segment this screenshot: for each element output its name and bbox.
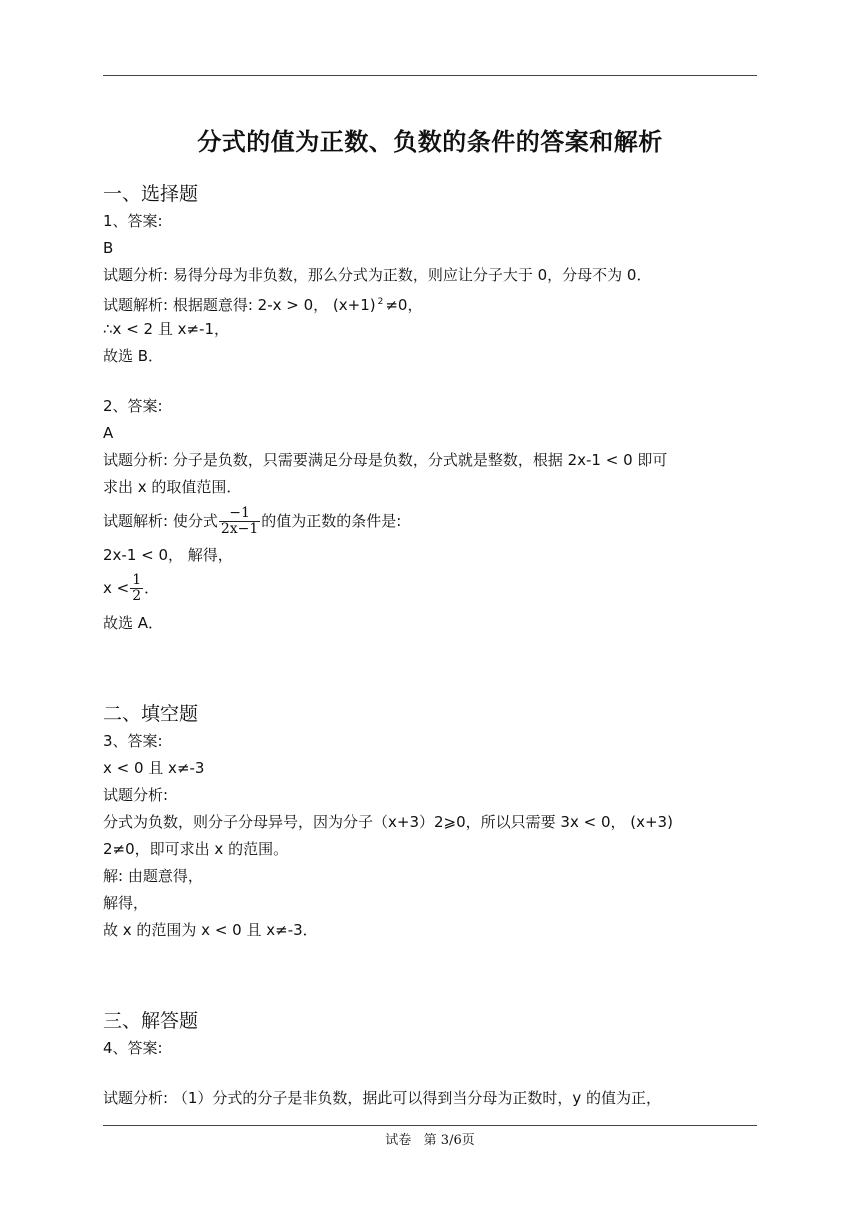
q1-solution-exponent: 2 xyxy=(377,297,384,307)
q2-result-prefix: x < xyxy=(103,579,130,597)
q2-solution-prefix: 试题解析: 使分式 xyxy=(103,512,218,530)
fraction-one-half xyxy=(130,573,143,604)
q2-answer: A xyxy=(103,424,114,442)
q3-analysis-label: 试题分析: xyxy=(103,786,169,804)
section-heading-answer: 三、解答题 xyxy=(103,1010,199,1032)
q1-solution-prefix: 试题解析: 根据题意得: 2-x > 0， (x+1) xyxy=(103,296,376,314)
q1-answer: B xyxy=(103,239,114,257)
q1-solution-suffix: ≠0， xyxy=(385,296,423,314)
q2-analysis-line2: 求出 x 的取值范围． xyxy=(103,478,242,496)
fraction-denominator: 2x−1 xyxy=(220,521,259,537)
q3-step1: 解: 由题意得， xyxy=(103,867,203,885)
q3-analysis-line1: 分式为负数，则分子分母异号，因为分子（x+3）2⩾0，所以只需要 3x < 0， (x+3) xyxy=(103,813,673,831)
q1-analysis: 试题分析: 易得分母为非负数，那么分式为正数，则应让分子大于 0，分母不为 0． xyxy=(103,266,652,284)
q2-solution xyxy=(103,503,401,539)
q2-step: 2x-1 < 0， 解得， xyxy=(103,546,233,564)
q2-conclusion: 故选 A． xyxy=(103,614,164,632)
footer-rule xyxy=(103,1125,757,1126)
q4-analysis: 试题分析: （1）分式的分子是非负数，据此可以得到当分母为正数时，y 的值为正， xyxy=(103,1089,662,1107)
header-rule xyxy=(103,75,757,76)
half-numerator: 1 xyxy=(132,572,142,588)
page-footer: 试卷 第 3/6页 xyxy=(385,1133,475,1148)
q2-solution-suffix: 的值为正数的条件是: xyxy=(261,512,402,530)
q1-therefore: ∴x < 2 且 x≠-1， xyxy=(103,320,230,338)
fraction-numerator: −1 xyxy=(219,506,260,522)
half-denominator: 2 xyxy=(132,588,142,604)
q3-answer: x < 0 且 x≠-3 xyxy=(103,759,205,777)
q1-conclusion: 故选 B． xyxy=(103,347,164,365)
q2-label: 2、答案: xyxy=(103,397,163,415)
q2-result-suffix: ． xyxy=(144,579,160,597)
section-heading-choice: 一、选择题 xyxy=(103,183,199,205)
fraction-neg1-over-2x-1 xyxy=(219,506,260,537)
q4-label: 4、答案: xyxy=(103,1039,163,1057)
q3-conclusion: 故 x 的范围为 x < 0 且 x≠-3． xyxy=(103,921,318,939)
q3-analysis-line2: 2≠0，即可求出 x 的范围。 xyxy=(103,840,289,858)
q2-analysis-line1: 试题分析: 分子是负数，只需要满足分母是负数，分式就是整数，根据 2x-1 < 0 即可 xyxy=(103,451,668,469)
page-title: 分式的值为正数、负数的条件的答案和解析 xyxy=(197,128,663,156)
q2-result xyxy=(103,570,159,606)
q3-step2: 解得， xyxy=(103,894,149,912)
q1-solution xyxy=(103,292,422,315)
q3-label: 3、答案: xyxy=(103,732,163,750)
section-heading-fill: 二、填空题 xyxy=(103,703,199,725)
q1-label: 1、答案: xyxy=(103,212,163,230)
